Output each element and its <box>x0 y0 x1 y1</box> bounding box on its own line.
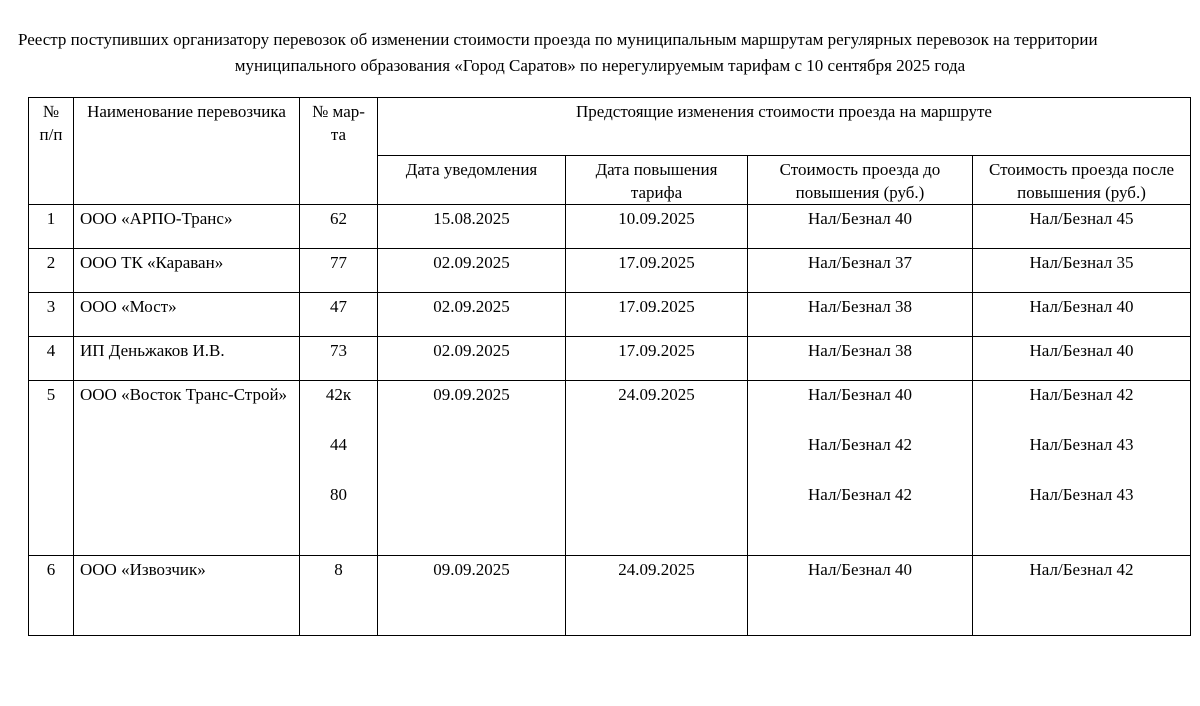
row-raise-date: 24.09.2025 <box>566 381 748 556</box>
row-price-after: Нал/Безнал 45 <box>973 205 1191 249</box>
header-num: № п/п <box>29 98 74 205</box>
table-row <box>29 381 1191 556</box>
row-price-after: Нал/Безнал 43 <box>1029 485 1134 504</box>
row-route: 42к <box>325 385 352 404</box>
title-line-2: муниципального образования «Город Саратов» по нерегулируемым тарифам с 10 сентября 2025 года <box>234 56 966 75</box>
title-line-1: Реестр поступивших организатору перевозок об изменении стоимости проезда по муниципальным маршрутам регулярных перевозок на территории <box>18 30 1098 49</box>
document-title <box>0 27 1200 79</box>
row-route: 77 <box>300 249 378 293</box>
row-num: 6 <box>29 556 74 636</box>
row-route: 62 <box>300 205 378 249</box>
header-group: Предстоящие изменения стоимости проезда на маршруте <box>378 98 1191 156</box>
row-carrier: ООО «Извозчик» <box>74 556 300 636</box>
row-notice-date: 09.09.2025 <box>378 381 566 556</box>
row-carrier: ООО «Восток Транс-Строй» <box>74 381 300 556</box>
row-price-after: Нал/Безнал 35 <box>973 249 1191 293</box>
row-num: 4 <box>29 337 74 381</box>
row-price-after-stack <box>973 381 1191 556</box>
row-price-after: Нал/Безнал 43 <box>1029 435 1134 454</box>
row-notice-date: 09.09.2025 <box>378 556 566 636</box>
row-price-before: Нал/Безнал 40 <box>808 385 912 404</box>
row-price-before: Нал/Безнал 42 <box>808 485 912 504</box>
row-carrier: ИП Деньжаков И.В. <box>74 337 300 381</box>
table-row <box>29 556 1191 636</box>
table-row <box>29 205 1191 249</box>
row-price-before: Нал/Безнал 37 <box>748 249 973 293</box>
row-price-before: Нал/Безнал 40 <box>748 556 973 636</box>
header-price-before: Стоимость проезда до повышения (руб.) <box>748 156 973 205</box>
row-num: 3 <box>29 293 74 337</box>
row-raise-date: 17.09.2025 <box>566 293 748 337</box>
row-price-after: Нал/Безнал 42 <box>1029 385 1134 404</box>
header-route: № мар-та <box>300 98 378 205</box>
table-row <box>29 337 1191 381</box>
row-raise-date: 17.09.2025 <box>566 337 748 381</box>
header-raise-date: Дата повышения тарифа <box>566 156 748 205</box>
row-raise-date: 17.09.2025 <box>566 249 748 293</box>
table-row <box>29 293 1191 337</box>
table-row <box>29 249 1191 293</box>
row-notice-date: 15.08.2025 <box>378 205 566 249</box>
header-price-after: Стоимость проезда после повышения (руб.) <box>973 156 1191 205</box>
registry-table <box>28 97 1191 636</box>
row-carrier: ООО «Мост» <box>74 293 300 337</box>
row-notice-date: 02.09.2025 <box>378 249 566 293</box>
row-route-stack <box>300 381 378 556</box>
row-carrier: ООО «АРПО-Транс» <box>74 205 300 249</box>
row-route: 47 <box>300 293 378 337</box>
row-route: 73 <box>300 337 378 381</box>
row-route: 80 <box>330 485 347 504</box>
header-carrier: Наименование перевозчика <box>74 98 300 205</box>
row-raise-date: 24.09.2025 <box>566 556 748 636</box>
row-num: 1 <box>29 205 74 249</box>
row-notice-date: 02.09.2025 <box>378 293 566 337</box>
row-price-before: Нал/Безнал 38 <box>748 293 973 337</box>
row-num: 2 <box>29 249 74 293</box>
row-notice-date: 02.09.2025 <box>378 337 566 381</box>
row-carrier: ООО ТК «Караван» <box>74 249 300 293</box>
row-num: 5 <box>29 381 74 556</box>
row-price-before: Нал/Безнал 38 <box>748 337 973 381</box>
row-price-before-stack <box>748 381 973 556</box>
row-price-before: Нал/Безнал 40 <box>748 205 973 249</box>
row-price-after: Нал/Безнал 40 <box>973 337 1191 381</box>
row-price-after: Нал/Безнал 42 <box>973 556 1191 636</box>
row-raise-date: 10.09.2025 <box>566 205 748 249</box>
row-route: 44 <box>330 435 347 454</box>
row-route: 8 <box>300 556 378 636</box>
row-price-before: Нал/Безнал 42 <box>808 435 912 454</box>
row-price-after: Нал/Безнал 40 <box>973 293 1191 337</box>
header-notice-date: Дата уведомления <box>378 156 566 205</box>
